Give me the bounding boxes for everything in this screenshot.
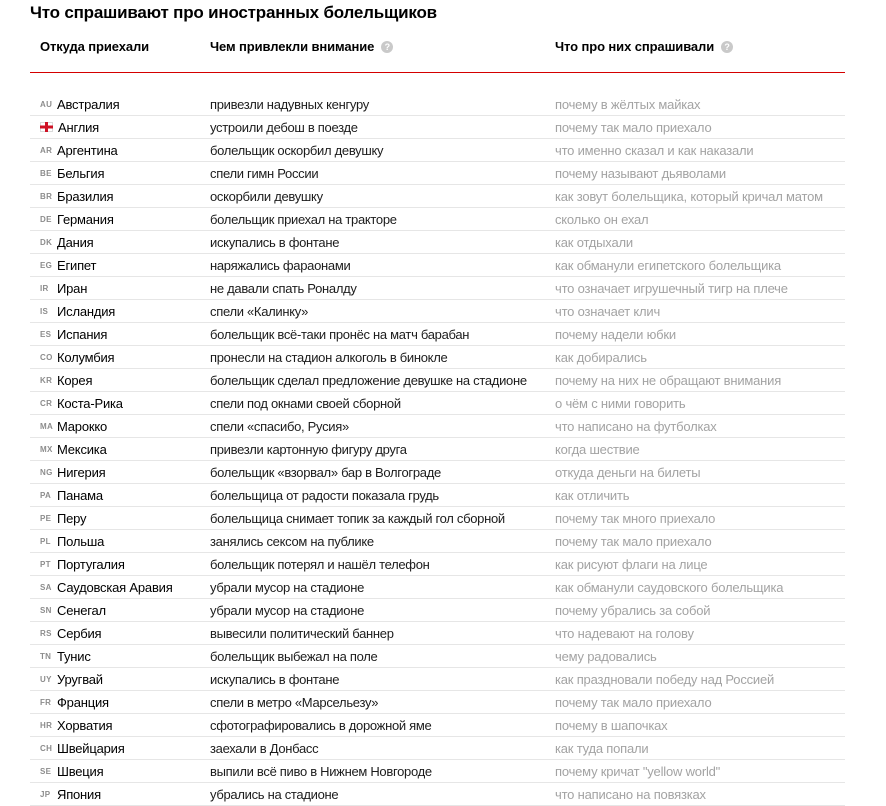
country-name: Иран xyxy=(57,280,88,296)
question-cell: как обманули египетского болельщика xyxy=(555,257,781,273)
question-cell: когда шествие xyxy=(555,441,640,457)
country-cell xyxy=(30,764,210,779)
table-row xyxy=(30,737,845,760)
country-code: EG xyxy=(40,260,53,270)
table-body xyxy=(30,93,845,806)
attention-cell: болельщица от радости показала грудь xyxy=(210,487,439,503)
country-code: MA xyxy=(40,421,54,431)
country-code: FR xyxy=(40,697,52,707)
country-cell xyxy=(30,557,210,572)
table-row xyxy=(30,346,845,369)
country-name: Австралия xyxy=(57,96,120,112)
question-cell: что именно сказал и как наказали xyxy=(555,142,754,158)
country-name: Бразилия xyxy=(57,188,114,204)
country-cell xyxy=(30,442,210,457)
attention-cell: спели под окнами своей сборной xyxy=(210,395,401,411)
country-cell xyxy=(30,718,210,733)
table-row xyxy=(30,254,845,277)
country-code: UY xyxy=(40,674,52,684)
country-code: PT xyxy=(40,559,51,569)
attention-cell: искупались в фонтане xyxy=(210,671,340,687)
country-name: Сенегал xyxy=(57,602,106,618)
country-code: BE xyxy=(40,168,52,178)
column-header-attention xyxy=(210,39,555,54)
country-name: Сербия xyxy=(57,625,102,641)
country-name: Марокко xyxy=(57,418,108,434)
attention-cell: болельщик приехал на тракторе xyxy=(210,211,397,227)
country-code: CO xyxy=(40,352,53,362)
country-name: Дания xyxy=(57,234,94,250)
country-name: Колумбия xyxy=(57,349,115,365)
country-code: HR xyxy=(40,720,53,730)
table-row xyxy=(30,760,845,783)
country-cell xyxy=(30,189,210,204)
country-code: PA xyxy=(40,490,52,500)
country-cell xyxy=(30,166,210,181)
country-cell xyxy=(30,695,210,710)
country-name: Испания xyxy=(57,326,108,342)
country-code: BR xyxy=(40,191,53,201)
table-row xyxy=(30,116,845,139)
country-code: AU xyxy=(40,99,53,109)
table-row xyxy=(30,645,845,668)
country-name: Хорватия xyxy=(57,717,113,733)
attention-cell: заехали в Донбасс xyxy=(210,740,319,756)
country-code: KR xyxy=(40,375,53,385)
country-cell xyxy=(30,258,210,273)
table-row xyxy=(30,438,845,461)
help-icon[interactable]: ? xyxy=(721,41,733,53)
country-cell xyxy=(30,143,210,158)
table-row xyxy=(30,461,845,484)
attention-cell: не давали спать Роналду xyxy=(210,280,357,296)
country-code: RS xyxy=(40,628,52,638)
column-header-origin xyxy=(30,39,210,54)
country-code: NG xyxy=(40,467,53,477)
attention-cell: спели гимн России xyxy=(210,165,319,181)
attention-cell: болельщик сделал предложение девушке на стадионе xyxy=(210,372,527,388)
country-cell xyxy=(30,281,210,296)
attention-cell: сфотографировались в дорожной яме xyxy=(210,717,432,733)
attention-cell: убрали мусор на стадионе xyxy=(210,579,365,595)
country-cell xyxy=(30,373,210,388)
attention-cell: занялись сексом на публике xyxy=(210,533,374,549)
country-code: ES xyxy=(40,329,52,339)
table-row xyxy=(30,553,845,576)
column-header-attention-label: Чем привлекли внимание xyxy=(210,39,375,54)
question-cell: почему убрались за собой xyxy=(555,602,711,618)
attention-cell: привезли надувных кенгуру xyxy=(210,96,369,112)
question-cell: что надевают на голову xyxy=(555,625,694,641)
country-name: Бельгия xyxy=(57,165,105,181)
question-cell: как рисуют флаги на лице xyxy=(555,556,708,572)
country-code: TN xyxy=(40,651,52,661)
question-cell: почему кричат "yellow world" xyxy=(555,763,721,779)
attention-cell: оскорбили девушку xyxy=(210,188,323,204)
attention-cell: болельщик выбежал на поле xyxy=(210,648,378,664)
country-code: PE xyxy=(40,513,52,523)
question-cell: почему в жёлтых майках xyxy=(555,96,701,112)
fans-table xyxy=(30,39,845,806)
country-cell xyxy=(30,787,210,802)
country-code: MX xyxy=(40,444,53,454)
attention-cell: убрались на стадионе xyxy=(210,786,339,802)
country-code: DK xyxy=(40,237,53,247)
attention-cell: устроили дебош в поезде xyxy=(210,119,358,135)
country-code: AR xyxy=(40,145,53,155)
question-cell: откуда деньги на билеты xyxy=(555,464,701,480)
attention-cell: болельщик оскорбил девушку xyxy=(210,142,384,158)
table-row xyxy=(30,231,845,254)
country-code: CH xyxy=(40,743,53,753)
table-row xyxy=(30,277,845,300)
question-cell: что написано на повязках xyxy=(555,786,706,802)
country-name: Исландия xyxy=(57,303,116,319)
column-header-questions xyxy=(555,39,845,54)
attention-cell: привезли картонную фигуру друга xyxy=(210,441,407,457)
table-row xyxy=(30,185,845,208)
attention-cell: наряжались фараонами xyxy=(210,257,351,273)
column-header-questions-label: Что про них спрашивали xyxy=(555,39,715,54)
question-cell: как туда попали xyxy=(555,740,649,756)
question-cell: как отдыхали xyxy=(555,234,633,250)
country-cell xyxy=(30,741,210,756)
country-name: Панама xyxy=(57,487,103,503)
attention-cell: вывесили политический баннер xyxy=(210,625,394,641)
country-name: Саудовская Аравия xyxy=(57,579,173,595)
question-cell: как отличить xyxy=(555,487,630,503)
country-cell xyxy=(30,626,210,641)
country-name: Япония xyxy=(57,786,101,802)
question-cell: что написано на футболках xyxy=(555,418,717,434)
country-cell xyxy=(30,327,210,342)
question-cell: как добирались xyxy=(555,349,647,365)
country-name: Португалия xyxy=(57,556,125,572)
question-cell: сколько он ехал xyxy=(555,211,649,227)
table-row xyxy=(30,208,845,231)
country-cell xyxy=(30,672,210,687)
table-row xyxy=(30,530,845,553)
country-name: Германия xyxy=(57,211,114,227)
country-name: Франция xyxy=(57,694,109,710)
table-row xyxy=(30,93,845,116)
country-name: Корея xyxy=(57,372,93,388)
table-row xyxy=(30,369,845,392)
country-name: Уругвай xyxy=(57,671,103,687)
attention-cell: болельщик всё-таки пронёс на матч барабан xyxy=(210,326,470,342)
table-row xyxy=(30,576,845,599)
attention-cell: спели «Калинку» xyxy=(210,303,309,319)
country-cell xyxy=(30,396,210,411)
table-row xyxy=(30,139,845,162)
country-code: CR xyxy=(40,398,53,408)
table-header xyxy=(30,39,845,73)
question-cell: почему так много приехало xyxy=(555,510,716,526)
country-cell xyxy=(30,603,210,618)
country-cell xyxy=(30,419,210,434)
table-row xyxy=(30,691,845,714)
country-cell xyxy=(30,97,210,112)
country-cell xyxy=(30,511,210,526)
england-flag-icon xyxy=(40,122,53,132)
question-cell: как праздновали победу над Россией xyxy=(555,671,775,687)
country-name: Аргентина xyxy=(57,142,118,158)
question-cell: чему радовались xyxy=(555,648,657,664)
question-cell: почему на них не обращают внимания xyxy=(555,372,782,388)
question-cell: как обманули саудовского болельщика xyxy=(555,579,784,595)
country-cell xyxy=(30,488,210,503)
country-cell xyxy=(30,120,210,135)
table-row xyxy=(30,507,845,530)
country-name: Коста-Рика xyxy=(57,395,123,411)
country-cell xyxy=(30,649,210,664)
table-row xyxy=(30,300,845,323)
country-name: Англия xyxy=(58,119,99,135)
country-cell xyxy=(30,212,210,227)
question-cell: что означает клич xyxy=(555,303,661,319)
country-code: SN xyxy=(40,605,52,615)
attention-cell: болельщик «взорвал» бар в Волгограде xyxy=(210,464,441,480)
country-cell xyxy=(30,534,210,549)
table-row xyxy=(30,714,845,737)
table-row xyxy=(30,668,845,691)
country-code: SE xyxy=(40,766,52,776)
table-row xyxy=(30,162,845,185)
column-header-origin-label: Откуда приехали xyxy=(40,39,150,54)
country-cell xyxy=(30,580,210,595)
attention-cell: спели в метро «Марсельезу» xyxy=(210,694,379,710)
question-cell: почему называют дьяволами xyxy=(555,165,726,181)
country-name: Египет xyxy=(57,257,97,273)
table-row xyxy=(30,599,845,622)
country-code: IR xyxy=(40,283,49,293)
country-cell xyxy=(30,235,210,250)
table-row xyxy=(30,622,845,645)
question-cell: почему так мало приехало xyxy=(555,119,712,135)
attention-cell: пронесли на стадион алкоголь в бинокле xyxy=(210,349,448,365)
attention-cell: выпили всё пиво в Нижнем Новгороде xyxy=(210,763,432,779)
country-name: Тунис xyxy=(57,648,91,664)
country-name: Перу xyxy=(57,510,87,526)
attention-cell: спели «спасибо, Русия» xyxy=(210,418,349,434)
table-row xyxy=(30,392,845,415)
country-name: Швейцария xyxy=(57,740,125,756)
help-icon[interactable]: ? xyxy=(381,41,393,53)
country-name: Мексика xyxy=(57,441,107,457)
question-cell: что означает игрушечный тигр на плече xyxy=(555,280,788,296)
table-row xyxy=(30,323,845,346)
question-cell: почему надели юбки xyxy=(555,326,676,342)
question-cell: почему так мало приехало xyxy=(555,533,712,549)
country-code: IS xyxy=(40,306,49,316)
attention-cell: искупались в фонтане xyxy=(210,234,340,250)
table-row xyxy=(30,415,845,438)
table-row xyxy=(30,484,845,507)
country-cell xyxy=(30,465,210,480)
question-cell: почему так мало приехало xyxy=(555,694,712,710)
attention-cell: болельщик потерял и нашёл телефон xyxy=(210,556,430,572)
country-code: SA xyxy=(40,582,52,592)
question-cell: о чём с ними говорить xyxy=(555,395,686,411)
country-cell xyxy=(30,350,210,365)
question-cell: почему в шапочках xyxy=(555,717,668,733)
country-cell xyxy=(30,304,210,319)
country-name: Швеция xyxy=(57,763,104,779)
attention-cell: убрали мусор на стадионе xyxy=(210,602,365,618)
country-code: PL xyxy=(40,536,51,546)
country-code: JP xyxy=(40,789,51,799)
attention-cell: болельщица снимает топик за каждый гол сборной xyxy=(210,510,505,526)
country-name: Польша xyxy=(57,533,105,549)
question-cell: как зовут болельщика, который кричал матом xyxy=(555,188,823,204)
page-title: Что спрашивают про иностранных болельщиков xyxy=(30,3,437,22)
country-name: Нигерия xyxy=(57,464,106,480)
country-code: DE xyxy=(40,214,52,224)
